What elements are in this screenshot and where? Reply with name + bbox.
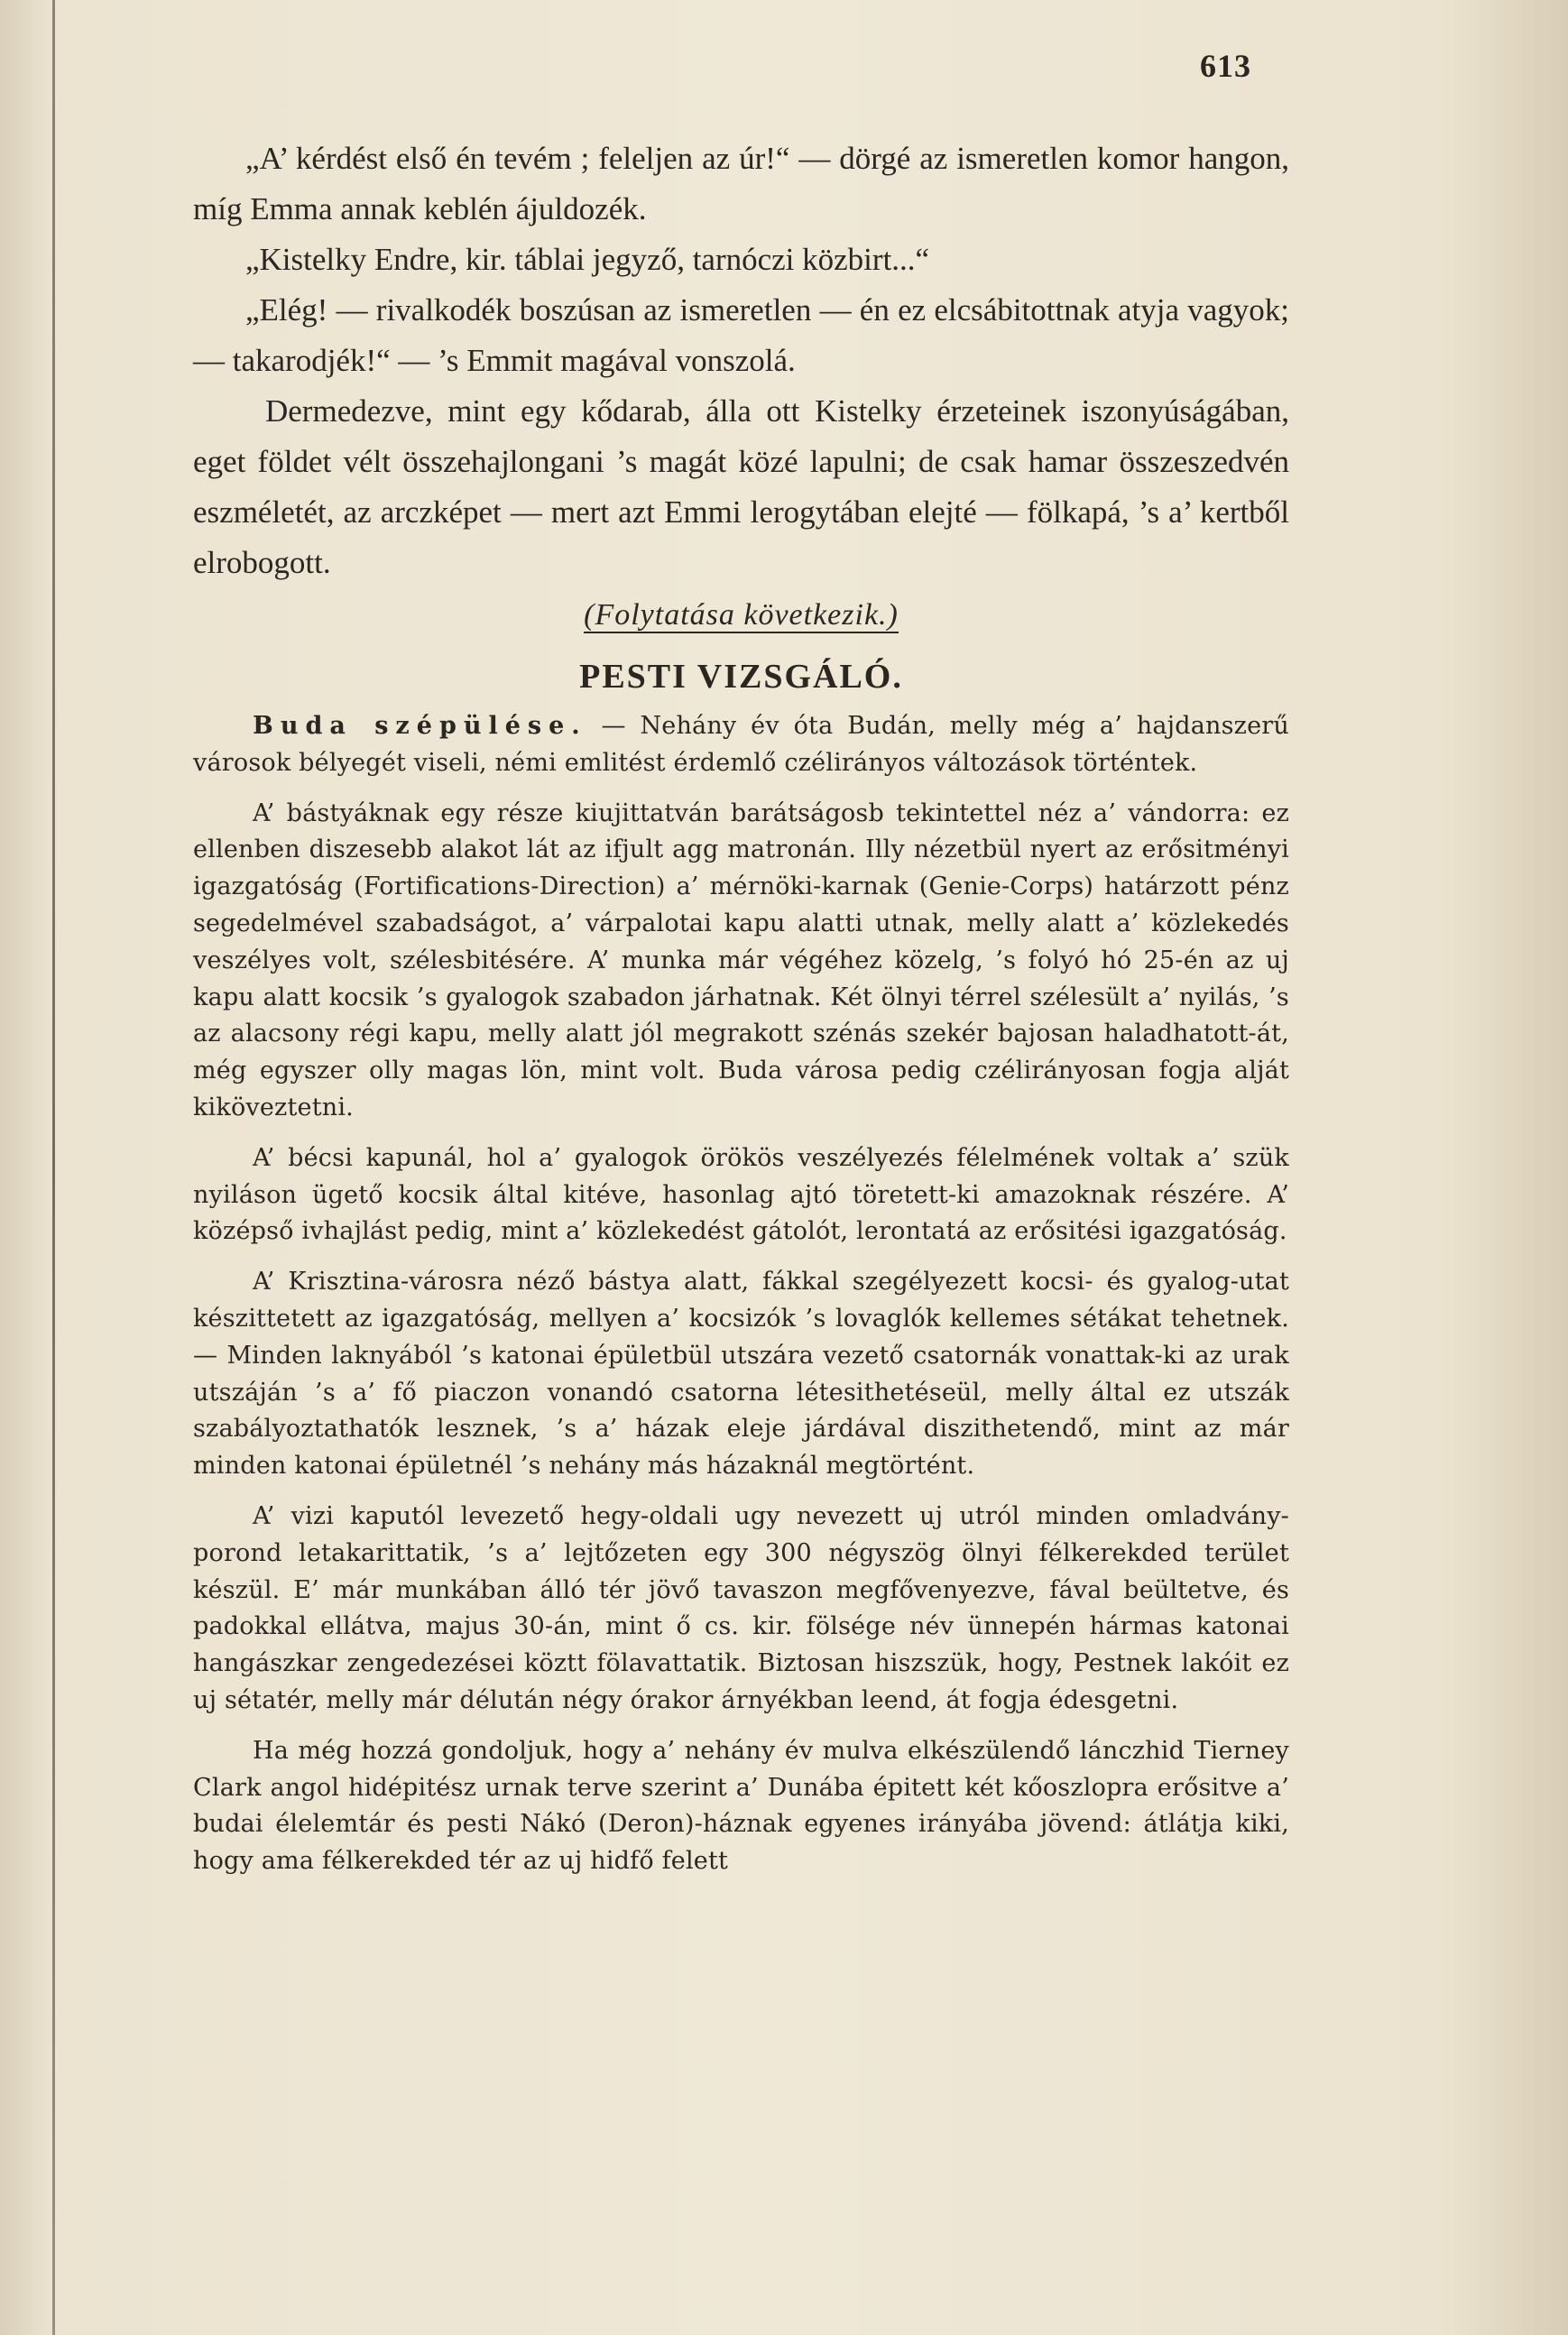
paragraph: A’ Krisztina-városra néző bástya alatt, fákkal szegélyezett kocsi- és gyalog-utat készittetett az igazgatóság, mellyen a’ kocsizók ’s lovaglók kellemes sétákat tehetnek. — Minden laknyából ’s katonai épületbül utszára vezető csatornák vonattak-ki az urak utszáján ’s a’ fő piaczon vonandó csatorna létesithetéseül, melly által ez utszák szabályoztathatók lesznek, ’s a’ házak eleje járdával diszithetendő, mint az már minden katonai épületnél ’s nehány más házaknál megtörtént.	[193, 1268, 1289, 1481]
lead-text: — Nehány év óta Budán, melly még a’ hajdanszerű városok bélyegét viseli, némi emlitést érdemlő czélirányos változások történtek.	[193, 712, 1289, 777]
article-body	[193, 708, 1289, 1894]
paragraph: „Kistelky Endre, kir. táblai jegyző, tarnóczi közbirt...“	[245, 242, 930, 277]
paragraph: A’ vizi kaputól levezető hegy-oldali ugy nevezett uj utról minden omladvány-porond letakarittatik, ’s a’ lejtőzeten egy 300 négyszög ölnyi félkerekded terület készül. E’ már munkában álló tér jövő tavaszon megfővenyezve, fával beültetve, és padokkal ellátva, majus 30-án, mint ő cs. kir. fölsége név ünnepén hármas katonai hangászkar zengedezései köztt fölavattatik. Biztosan hiszszük, hogy, Pestnek lakóit ez uj sétatér, melly már délután négy órakor árnyékban leend, át fogja édesgetni.	[193, 1501, 1289, 1714]
paragraph: A’ bécsi kapunál, hol a’ gyalogok örökös veszélyezés félelmének voltak a’ szük nyiláson ügető kocsik által kitéve, hasonlag ajtó töretett-ki amazoknak részére. A’ középső ivhajlást pedig, mint a’ közlekedést gátolót, lerontatá az erősitési igazgatóság.	[193, 1143, 1289, 1246]
lead-heading: Buda szépülése.	[253, 712, 587, 740]
continued-text: (Folytatása következik.)	[584, 598, 899, 632]
continued-note	[193, 590, 1289, 641]
section-title: PESTI VIZSGÁLÓ.	[579, 658, 903, 696]
story-continuation	[193, 134, 1289, 641]
paragraph: „Elég! — rivalkodék boszúsan az ismeretlen — én ez elcsábitottnak atyja vagyok; — takarodjék!“ — ’s Emmit magával vonszolá.	[193, 292, 1289, 378]
page-number: 613	[1200, 48, 1251, 84]
lead-paragraph	[193, 708, 1289, 782]
binding-shadow	[52, 0, 55, 2335]
paragraph: Ha még hozzá gondoljuk, hogy a’ nehány év mulva elkészülendő lánczhid Tierney Clark angol hidépitész urnak terve szerint a’ Dunába épitett két kőoszlopra erősitve a’ budai élelemtár és pesti Nákó (Deron)-háznak egyenes irányába jövend: átlátja kiki, hogy ama félkerekded tér az uj hidfő felett	[193, 1736, 1289, 1876]
paragraph: Dermedezve, mint egy kődarab, álla ott Kistelky érzeteinek iszonyúságában, eget földet vélt összehajlongani ’s magát közé lapulni; de csak hamar összeszedvén eszméletét, az arczképet — mert azt Emmi lerogytában elejté — fölkapá, ’s a’ kertből elrobogott.	[193, 393, 1289, 580]
paragraph: A’ bástyáknak egy része kiujittatván barátságosb tekintettel néz a’ vándorra: ez ellenben diszesebb alakot lát az ifjult agg matronán. Illy nézetbül nyert az erősitményi igazgatóság (Fortifications-Direction) a’ mérnöki-karnak (Genie-Corps) határzott pénz segedelmével szabadságot, a’ várpalotai kapu alatti utnak, melly alatt a’ közlekedés veszélyes volt, szélesbitésére. A’ munka már végéhez közelg, ’s folyó hó 25-én az uj kapu alatt kocsik ’s gyalogok szabadon járhatnak. Két ölnyi térrel szélesült a’ nyilás, ’s az alacsony régi kapu, melly alatt jól megrakott szénás szekér bajosan haladhatott-át, még egyszer olly magas lön, mint volt. Buda városa pedig czélirányosan fogja alját kiköveztetni.	[193, 798, 1289, 1121]
paragraph: „A’ kérdést első én tevém ; feleljen az úr!“ — dörgé az ismeretlen komor hangon, míg Emma annak keblén ájuldozék.	[193, 141, 1289, 226]
